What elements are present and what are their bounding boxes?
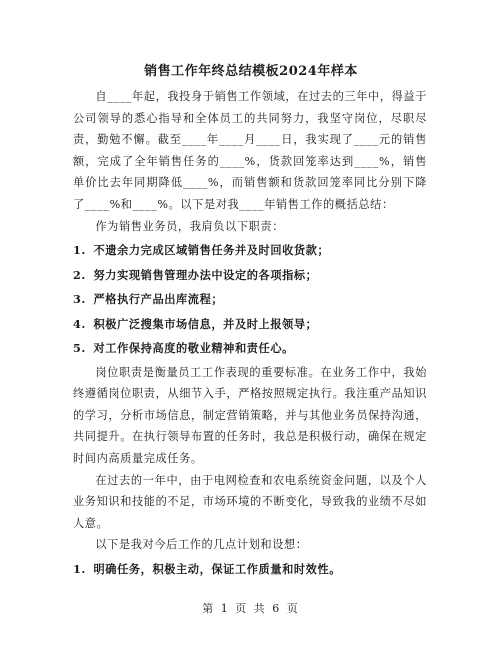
performance-paragraph: 在过去的一年中，由于电网检查和农电系统资金问题，以及个人业务知识和技能的不足，市场环境的不断变化，导致我的业绩不尽如人意。 bbox=[73, 473, 427, 530]
intro-paragraph: 自____年起，我投身于销售工作领域，在过去的三年中，得益于公司领导的悉心指导和全体员工的共同努力，我坚守岗位，尽职尽责，勤勉不懈。截至____年____月____日，我实现了____元的销售额，完成了全年销售任务的____%，货款回笼率达到____%，销售单价比去年同期降低____%，而销售额和货款回笼率同比分别下降了____%和____%。以下是对我____年销售工作的概括总结： bbox=[73, 90, 427, 211]
list-item bbox=[73, 336, 427, 361]
plans-intro-paragraph: 以下是我对今后工作的几点计划和设想： bbox=[95, 538, 308, 552]
list-item-number: 4. bbox=[73, 316, 86, 331]
list-item-number: 1. bbox=[73, 243, 86, 258]
duties-list bbox=[73, 238, 427, 361]
list-item bbox=[73, 287, 427, 312]
list-item bbox=[73, 263, 427, 288]
list-item-text: 积极广泛搜集市场信息，并及时上报领导； bbox=[93, 316, 318, 331]
list-item bbox=[73, 312, 427, 337]
list-item-number: 3. bbox=[73, 292, 86, 307]
list-item-text: 明确任务，积极主动，保证工作质量和时效性。 bbox=[93, 562, 342, 576]
list-item-text: 对工作保持高度的敬业精神和责任心。 bbox=[93, 341, 294, 356]
list-item bbox=[73, 238, 427, 263]
list-item-text: 不遗余力完成区域销售任务并及时回收货款； bbox=[93, 243, 330, 258]
page-footer: 第 1 页 共 6 页 bbox=[202, 602, 300, 615]
document-body bbox=[73, 86, 427, 583]
responsibility-paragraph: 岗位职责是衡量员工工作表现的重要标准。在业务工作中，我始终遵循岗位职责，从细节入手，严格按照规定执行。我注重产品知识的学习，分析市场信息，制定营销策略，并与其他业务员保持沟通，共同提升。在执行领导布置的任务时，我总是积极行动，确保在规定时间内高质量完成任务。 bbox=[73, 365, 427, 466]
duties-intro-paragraph: 作为销售业务员，我肩负以下职责： bbox=[95, 219, 284, 233]
list-item-number: 5. bbox=[73, 341, 86, 356]
document-title: 销售工作年终总结模板2024年样本 bbox=[144, 64, 358, 79]
list-item-text: 严格执行产品出库流程； bbox=[93, 292, 224, 307]
list-item-number: 1. bbox=[73, 562, 86, 576]
plans-list bbox=[73, 557, 427, 582]
list-item-number: 2. bbox=[73, 267, 86, 282]
list-item bbox=[73, 557, 427, 582]
list-item-text: 努力实现销售管理办法中设定的各项指标； bbox=[93, 267, 318, 282]
